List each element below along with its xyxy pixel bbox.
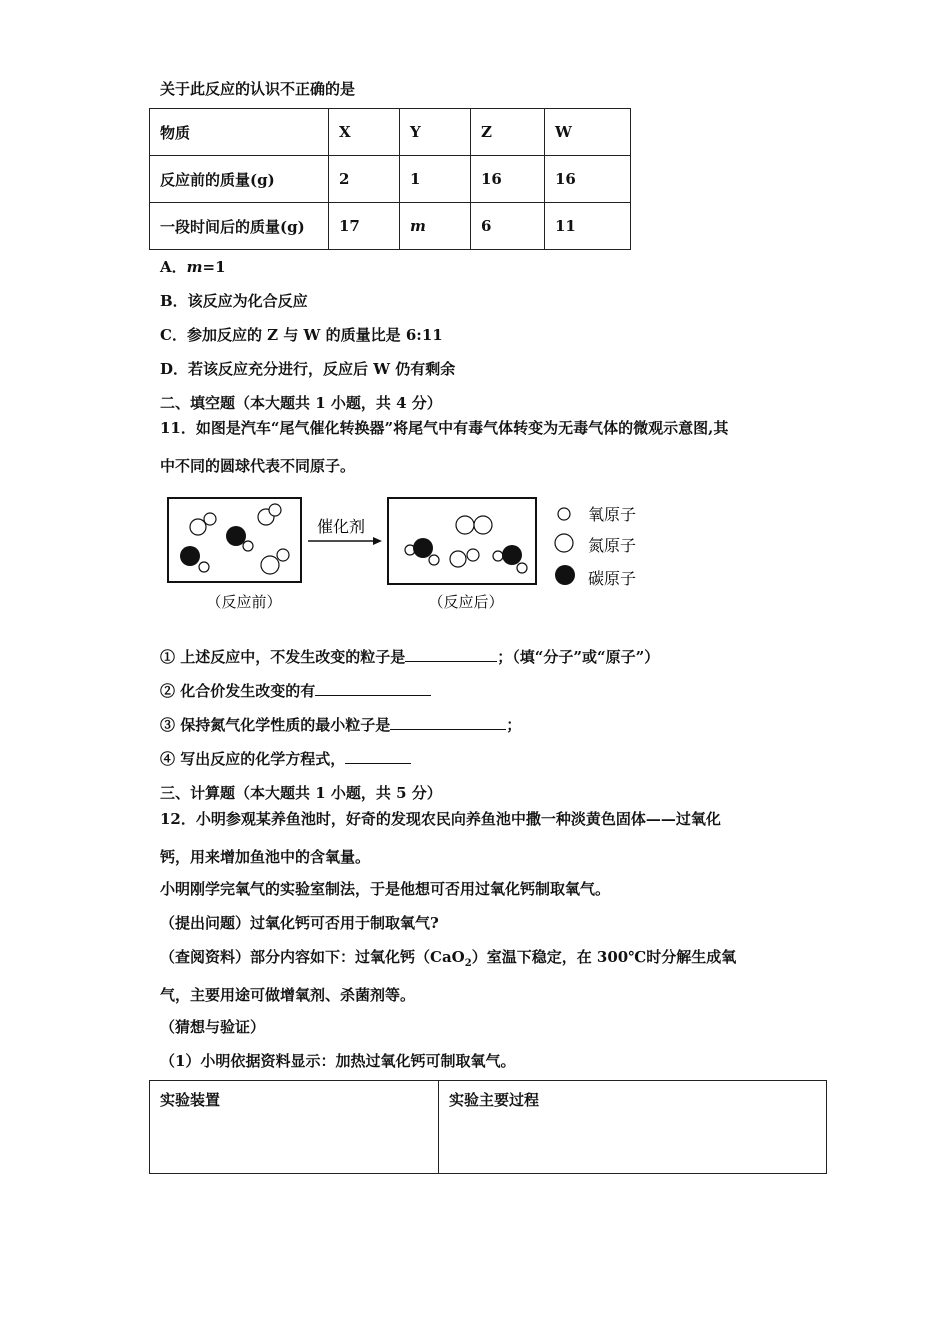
oxygen-atom [493,551,503,561]
option-a [160,256,226,277]
table-header-cell: Z [471,109,545,156]
oxygen-atom [204,513,216,525]
table-header-cell: W [545,109,631,156]
section-heading-fill-in: 二、填空题（本大题共 1 小题，共 4 分） [160,394,442,412]
q11-sub3 [160,714,521,735]
oxygen-atom [269,504,281,516]
oxygen-legend-icon [558,508,570,520]
table-row [150,1081,827,1174]
after-caption: （反应后） [428,593,504,611]
oxygen-atom [243,541,253,551]
oxygen-atom [429,555,439,565]
oxygen-atom [517,563,527,573]
table-header-cell: 实验主要过程 [439,1081,827,1174]
arrow-head-icon [373,537,382,545]
legend-oxygen-label: 氧原子 [588,505,637,524]
nitrogen-atom [190,519,206,535]
table-cell: 11 [545,203,631,250]
oxygen-atom [450,551,466,567]
answer-blank[interactable] [405,647,497,662]
q11-text-line1: 11．如图是汽车“尾气催化转换器”将尾气中有毒气体转变为无毒气体的微观示意图,其 [160,419,729,437]
q11-sub1-hint: ；（填“分子”或“原子”） [497,648,660,666]
subscript-2: 2 [464,958,472,969]
q12-reference-part2: ）室温下稳定，在 300℃时分解生成氧 [471,948,737,966]
table-cell: 2 [329,156,400,203]
option-a-prefix: A． [160,258,187,276]
carbon-atom [226,526,246,546]
q12-step1: （1）小明依据资料显示：加热过氧化钙可制取氧气。 [160,1052,516,1070]
q11-sub3-prompt: ③ 保持氮气化学性质的最小粒子是 [160,716,391,734]
experiment-table [149,1080,827,1174]
table-cell: 1 [400,156,471,203]
mass-table [149,108,631,250]
oxygen-atom [199,562,209,572]
option-a-suffix: =1 [202,258,226,276]
table-cell [400,203,471,250]
q11-sub4 [160,748,411,769]
q12-text-line6: 气，主要用途可做增氧剂、杀菌剂等。 [160,986,416,1004]
after-box [388,498,536,584]
before-caption: （反应前） [206,593,282,611]
option-b: B．该反应为化合反应 [160,292,308,310]
q12-text-line3: 小明刚学完氧气的实验室制法，于是他想可否用过氧化钙制取氧气。 [160,880,611,898]
carbon-atom [180,546,200,566]
table-header-cell: 物质 [150,109,329,156]
option-d: D．若该反应充分进行，反应后 W 仍有剩余 [160,360,456,378]
legend-nitrogen-label: 氮原子 [588,536,637,555]
nitrogen-atom [456,516,474,534]
oxygen-atom [467,549,479,561]
q12-text-line1: 12．小明参观某养鱼池时，好奇的发现农民向养鱼池中撒一种淡黄色固体——过氧化 [160,810,721,828]
nitrogen-legend-icon [555,534,573,552]
option-a-variable: m [186,258,203,276]
section-heading-calculation: 三、计算题（本大题共 1 小题，共 5 分） [160,784,442,802]
q11-sub1 [160,646,659,667]
option-c: C．参加反应的 Z 与 W 的质量比是 6:11 [160,326,443,344]
nitrogen-atom [474,516,492,534]
q11-sub4-prompt: ④ 写出反应的化学方程式， [160,750,346,768]
table-header-cell: Y [400,109,471,156]
question-intro: 关于此反应的认识不正确的是 [160,80,356,98]
variable-m: m [410,217,426,235]
table-cell: 一段时间后的质量(g) [150,203,329,250]
answer-blank[interactable] [345,749,411,764]
q11-text-line2: 中不同的圆球代表不同原子。 [160,457,356,475]
catalyst-label: 催化剂 [316,517,366,536]
oxygen-atom [277,549,289,561]
table-row [150,203,631,250]
carbon-atom [502,545,522,565]
answer-blank[interactable] [315,681,431,696]
table-cell: 反应前的质量(g) [150,156,329,203]
q11-sub1-prompt: ① 上述反应中，不发生改变的粒子是 [160,648,406,666]
reaction-diagram [160,492,660,616]
nitrogen-atom [261,556,279,574]
table-cell: 6 [471,203,545,250]
table-row [150,156,631,203]
q12-text-line2: 钙，用来增加鱼池中的含氧量。 [160,848,371,866]
q12-reference-part1: （查阅资料）部分内容如下：过氧化钙（CaO [160,948,465,966]
carbon-atom [413,538,433,558]
q12-reference [160,946,736,969]
answer-blank[interactable] [390,715,506,730]
legend-carbon-label: 碳原子 [588,569,637,588]
table-cell: 16 [471,156,545,203]
q11-sub2 [160,680,431,701]
q12-hypothesis-heading: （猜想与验证） [160,1018,266,1036]
table-cell: 16 [545,156,631,203]
q12-question: （提出问题）过氧化钙可否用于制取氧气? [160,914,439,932]
q11-sub2-prompt: ② 化合价发生改变的有 [160,682,316,700]
table-header-cell: X [329,109,400,156]
table-header-cell: 实验装置 [150,1081,439,1174]
table-row [150,109,631,156]
q11-sub3-end: ； [506,716,522,734]
carbon-legend-icon [555,565,575,585]
table-cell: 17 [329,203,400,250]
